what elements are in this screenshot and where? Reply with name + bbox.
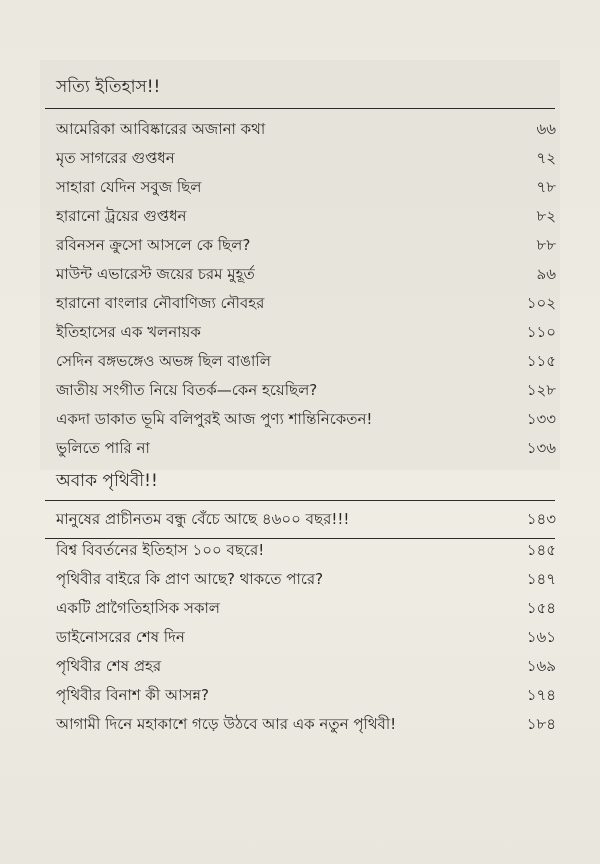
toc-entry [56,506,556,535]
toc-entry-page: ৭২ [536,149,556,167]
toc-entry-page: ১১৫ [526,352,556,370]
toc-entry-page: ১৪৫ [526,541,556,559]
toc-entry [56,232,556,261]
toc-entry-page: ১১০ [526,323,556,341]
toc-entry [56,319,556,348]
toc-entry-title: হারানো ট্রয়ের গুপ্তধন [56,207,187,225]
section-heading: অবাক পৃথিবী!! [56,471,158,491]
toc-entry [56,537,556,566]
toc-entry-page: ১৪৭ [526,570,556,588]
toc-entry-title: সাহারা যেদিন সবুজ ছিল [56,178,202,196]
toc-entry-page: ১৬৯ [526,657,556,675]
toc-entry-page: ১৩৩ [526,410,556,428]
toc-entry-title: মৃত সাগরের গুপ্তধন [56,149,175,167]
toc-entry-title: আগামী দিনে মহাকাশে গড়ে উঠবে আর এক নতুন পৃথিবী! [56,715,397,733]
toc-entry-title: পৃথিবীর বিনাশ কী আসন্ন? [56,686,209,704]
toc-entry-title: মানুষের প্রাচীনতম বন্ধু বেঁচে আছে ৪৬০০ বছর!!! [56,510,350,528]
toc-entry-title: আমেরিকা আবিষ্কারের অজানা কথা [56,120,266,138]
toc-entry-page: ৬৬ [536,120,556,138]
toc-entry-title: একদা ডাকাত ভূমি বলিপুরই আজ পুণ্য শান্তিনিকেতন! [56,410,373,428]
toc-entry-page: ৮২ [536,207,556,225]
toc-entry-page: ১৭৪ [526,686,556,704]
toc-entry-title: পৃথিবীর শেষ প্রহর [56,657,162,675]
toc-entry-title: জাতীয় সংগীত নিয়ে বিতর্ক—কেন হয়েছিল? [56,381,318,399]
toc-entry-page: ১৬১ [526,628,556,646]
section-heading: সত্যি ইতিহাস!! [56,77,161,97]
toc-entry [56,203,556,232]
toc-entry [56,406,556,435]
toc-entry [56,174,556,203]
toc-entry [56,377,556,406]
toc-entry-page: ১৮৪ [526,715,556,733]
toc-entry [56,566,556,595]
toc-entry-page: ৮৮ [536,236,556,254]
toc-entry-title: ভুলিতে পারি না [56,439,150,457]
toc-entry [56,711,556,740]
toc-entry-page: ৯৬ [536,265,556,283]
toc-entry-title: ডাইনোসরের শেষ দিন [56,628,185,646]
toc-entry [56,653,556,682]
toc-entry [56,145,556,174]
toc-entry-title: হারানো বাংলার নৌবাণিজ্য নৌবহর [56,294,265,312]
toc-entry-title: ইতিহাসের এক খলনায়ক [56,323,201,341]
toc-entry-page: ৭৮ [536,178,556,196]
toc-entry-title: মাউন্ট এভারেস্ট জয়ের চরম মুহূর্ত [56,265,255,283]
toc-entry-title: বিশ্ব বিবর্তনের ইতিহাস ১০০ বছরে! [56,541,265,559]
toc-entry-page: ১২৮ [526,381,556,399]
toc-entry [56,624,556,653]
toc-entry [56,348,556,377]
toc-entry-title: পৃথিবীর বাইরে কি প্রাণ আছে? থাকতে পারে? [56,570,324,588]
section-divider [45,108,555,109]
toc-entry-title: সেদিন বঙ্গভঙ্গেও অভঙ্গ ছিল বাঙালি [56,352,271,370]
toc-entry-page: ১৪৩ [526,510,556,528]
toc-entry-page: ১৩৬ [526,439,556,457]
toc-entry-page: ১০২ [526,294,556,312]
toc-entry [56,682,556,711]
toc-entry [56,290,556,319]
toc-entry [56,116,556,145]
section-divider [45,500,555,501]
toc-entry-page: ১৫৪ [526,599,556,617]
toc-entry [56,261,556,290]
toc-entry [56,435,556,464]
toc-entry-title: একটি প্রাগৈতিহাসিক সকাল [56,599,220,617]
toc-entry [56,595,556,624]
toc-entry-title: রবিনসন ক্রুসো আসলে কে ছিল? [56,236,251,254]
